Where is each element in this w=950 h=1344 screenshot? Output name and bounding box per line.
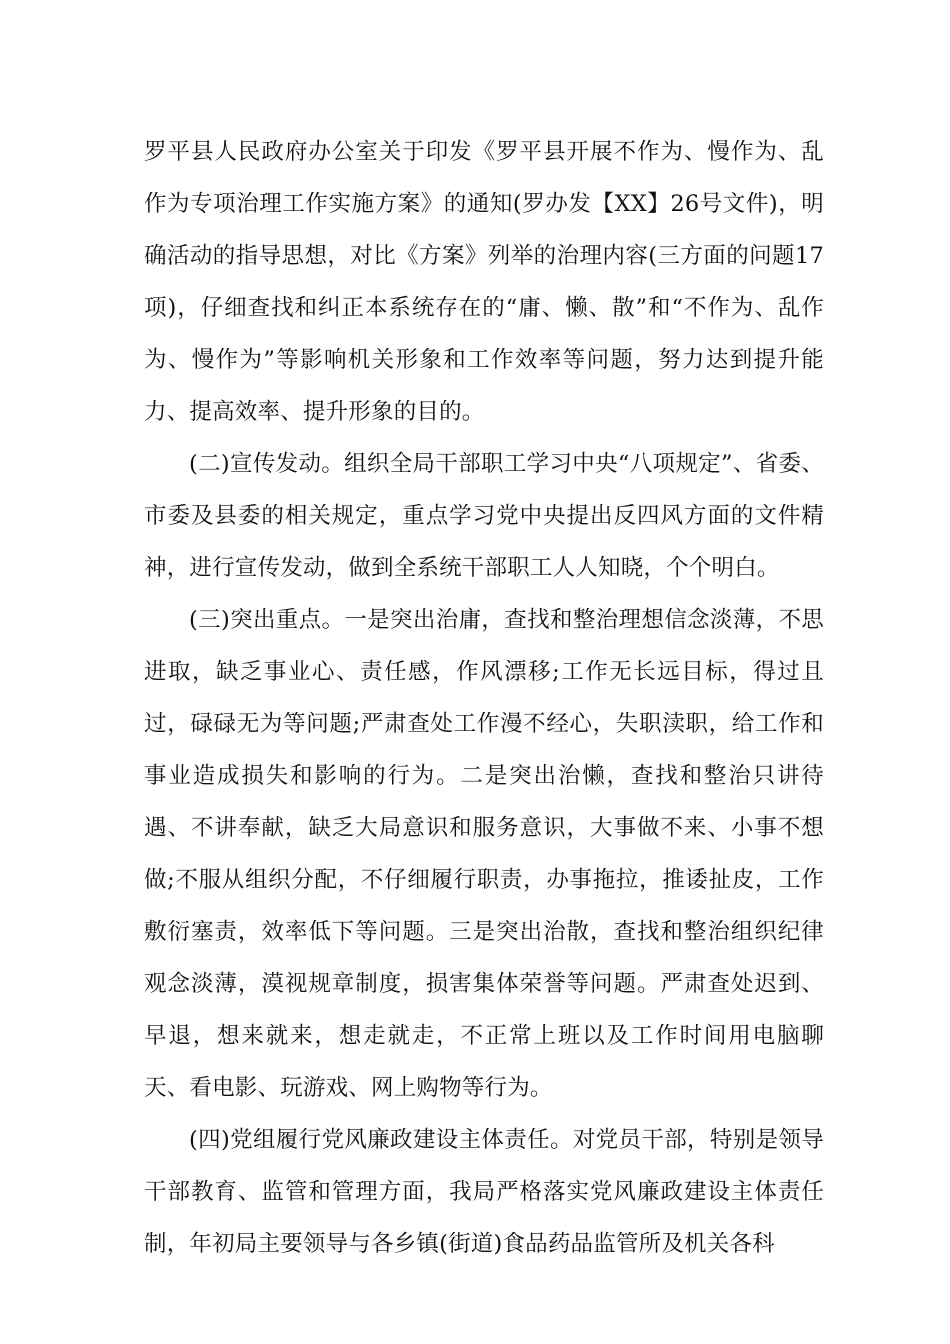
document-body [144,126,824,1270]
paragraph-publicity-mobilization: (二)宣传发动。组织全局干部职工学习中央“八项规定”、省委、市委及县委的相关规定，重点学习党中央提出反四风方面的文件精神，进行宣传发动，做到全系统干部职工人人知晓，个个明白。 [144,451,824,581]
paragraph-party-responsibility: (四)党组履行党风廉政建设主体责任。对党员干部，特别是领导干部教育、监管和管理方面，我局严格落实党风廉政建设主体责任制，年初局主要领导与各乡镇(街道)食品药品监管所及机关各科 [144,1127,824,1257]
paragraph-continuation: 罗平县人民政府办公室关于印发《罗平县开展不作为、慢作为、乱作为专项治理工作实施方案》的通知(罗办发【XX】26号文件)，明确活动的指导思想，对比《方案》列举的治理内容(三方面的问题17项)，仔细查找和纠正本系统存在的“庸、懒、散”和“不作为、乱作为、慢作为”等影响机关形象和工作效率等问题，努力达到提升能力、提高效率、提升形象的目的。 [144,139,824,425]
paragraph-key-focus: (三)突出重点。一是突出治庸，查找和整治理想信念淡薄，不思进取，缺乏事业心、责任感，作风漂移;工作无长远目标，得过且过，碌碌无为等问题;严肃查处工作漫不经心，失职渎职，给工作和事业造成损失和影响的行为。二是突出治懒，查找和整治只讲待遇、不讲奉献，缺乏大局意识和服务意识，大事做不来、小事不想做;不服从组织分配，不仔细履行职责，办事拖拉，推诿扯皮，工作敷衍塞责，效率低下等问题。三是突出治散，查找和整治组织纪律观念淡薄，漠视规章制度，损害集体荣誉等问题。严肃查处迟到、早退，想来就来，想走就走，不正常上班以及工作时间用电脑聊天、看电影、玩游戏、网上购物等行为。 [144,607,824,1101]
